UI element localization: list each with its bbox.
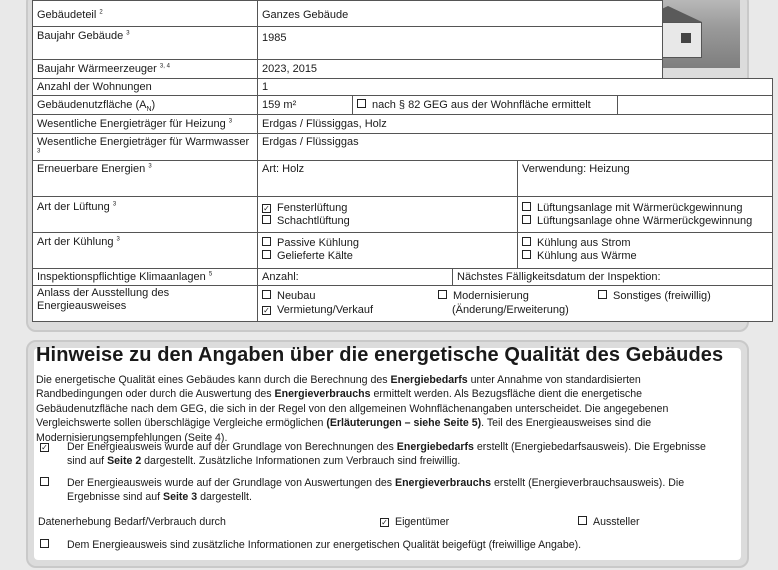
- row-lueftung: [33, 197, 773, 233]
- option-nutzflaeche[interactable]: nach § 82 GEG aus der Wohnfläche ermittelt: [353, 96, 618, 115]
- label-energietraeger-heizung: Wesentliche Energieträger für Heizung $^3$: [33, 115, 258, 134]
- value-anzahl-wohnungen: 1: [258, 79, 773, 96]
- checkbox-empty-icon[interactable]: [578, 516, 587, 525]
- row-energietraeger-heizung: [33, 115, 773, 134]
- option-lueftungsanlage-mit[interactable]: Lüftungsanlage mit Wärmerückgewinnung: [522, 202, 768, 215]
- label-kuehlung: Art der Kühlung $^3$: [33, 233, 258, 269]
- option-kuehlung-waerme[interactable]: Kühlung aus Wärme: [522, 250, 768, 263]
- option-sonstiges[interactable]: Sonstiges (freiwillig): [598, 290, 711, 303]
- checkbox-zusatz[interactable]: [40, 538, 55, 552]
- checkbox-empty-icon[interactable]: [522, 215, 531, 224]
- row-anlass: [33, 286, 773, 322]
- option-vermietung[interactable]: ✓ Vermietung/Verkauf: [263, 304, 374, 316]
- checkbox-empty-icon[interactable]: [522, 237, 531, 246]
- label-klimaanlagen: Inspektionspflichtige Klimaanlagen $^5$: [33, 269, 258, 286]
- option-fensterlueftung[interactable]: ✓ Fensterlüftung: [263, 202, 348, 214]
- checkbox-bedarf[interactable]: [40, 440, 55, 454]
- value-klimaanlagen-anzahl: Anzahl:: [258, 269, 453, 286]
- hinweise-paragraph: Die energetische Qualität eines Gebäudes kann durch die Berechnung des Energiebedarfs unter Annahme von standardisierten Randbedingungen oder durch die Auswertung des Energieverbrauchs ermittelt werden. Als Bezugsfläche dient die energetische Gebäudenutzfläche nach dem GEG, die sich in der Regel von den allgemeinen Wohnflächenangaben unterscheidet. Die angegebenen Vergleichswerte sollen überschlägige Vergleiche ermöglichen (Erläuterungen – siehe Seite 5). Teil des Energieausweises sind die Modernisierungsempfehlungen (Seite 4).: [36, 374, 669, 444]
- row-baujahr-gebaeude: [33, 27, 773, 60]
- label-anlass: Anlass der Ausstellung des Energieausweises: [33, 286, 258, 322]
- checkbox-empty-icon[interactable]: [40, 477, 49, 486]
- checkbox-empty-icon[interactable]: [438, 290, 447, 299]
- row-gebaeudeteil: [33, 1, 773, 27]
- option-kuehlung-strom[interactable]: Kühlung aus Strom: [522, 237, 768, 250]
- checkbox-empty-icon[interactable]: [40, 539, 49, 548]
- checkbox-checked-icon[interactable]: ✓: [381, 518, 388, 527]
- option-eigentuemer[interactable]: ✓ Eigentümer: [381, 516, 450, 528]
- checkbox-verbrauch[interactable]: [40, 476, 55, 490]
- option-verbrauchsausweis: Der Energieausweis wurde auf der Grundlage von Auswertungen des Energieverbrauchs erstellt (Energieverbrauchsausweis). Die Ergebnisse sind auf Seite 3 dargestellt.: [67, 477, 685, 504]
- checkbox-checked-icon[interactable]: ✓: [263, 306, 270, 315]
- checkbox-checked-icon[interactable]: ✓: [263, 204, 270, 213]
- value-gebaeudeteil: Ganzes Gebäude: [258, 1, 663, 27]
- option-neubau[interactable]: Neubau: [262, 290, 316, 303]
- option-aussteller[interactable]: Aussteller: [578, 515, 640, 529]
- row-erneuerbare: [33, 161, 773, 197]
- checkbox-empty-icon[interactable]: [262, 215, 271, 224]
- checkbox-empty-icon[interactable]: [522, 202, 531, 211]
- label-baujahr-gebaeude: Baujahr Gebäude $^3$: [33, 27, 258, 60]
- value-erneuerbare-art: Art: Holz: [258, 161, 518, 197]
- row-anzahl-wohnungen: [33, 79, 773, 96]
- option-modernisierung[interactable]: Modernisierung: [438, 290, 529, 303]
- value-baujahr-gebaeude: 1985: [258, 27, 663, 60]
- value-klimaanlagen-faellig: Nächstes Fälligkeitsdatum der Inspektion:: [453, 269, 773, 286]
- row-klimaanlagen: [33, 269, 773, 286]
- option-zusatzinfo: Dem Energieausweis sind zusätzliche Informationen zur energetischen Qualität beigefügt (freiwillige Angabe).: [67, 539, 582, 551]
- checkbox-nutzflaeche[interactable]: [357, 99, 366, 108]
- option-schachtlueftung[interactable]: Schachtlüftung: [262, 215, 513, 228]
- row-kuehlung: [33, 233, 773, 269]
- checkbox-empty-icon[interactable]: [262, 250, 271, 259]
- value-baujahr-waermeerzeuger: 2023, 2015: [258, 60, 663, 79]
- hinweise-title: Hinweise zu den Angaben über die energetische Qualität des Gebäudes: [36, 344, 724, 366]
- checkbox-empty-icon[interactable]: [262, 237, 271, 246]
- row-baujahr-waermeerzeuger: [33, 60, 773, 79]
- checkbox-empty-icon[interactable]: [262, 290, 271, 299]
- datenerhebung-label: Datenerhebung Bedarf/Verbrauch durch: [38, 516, 226, 528]
- label-energietraeger-warmwasser: Wesentliche Energieträger für Warmwasser $^3$: [33, 134, 258, 161]
- option-gelieferte-kaelte[interactable]: Gelieferte Kälte: [262, 250, 513, 263]
- option-passive-kuehlung[interactable]: Passive Kühlung: [262, 237, 513, 250]
- checkbox-empty-icon[interactable]: [598, 290, 607, 299]
- value-nutzflaeche: 159 m²: [258, 96, 353, 115]
- checkbox-empty-icon[interactable]: [522, 250, 531, 259]
- label-gebaeudeteil: Gebäudeteil $^2$: [33, 1, 258, 27]
- label-anzahl-wohnungen: Anzahl der Wohnungen: [33, 79, 258, 96]
- row-nutzflaeche: [33, 96, 773, 115]
- label-lueftung: Art der Lüftung $^3$: [33, 197, 258, 233]
- option-bedarfsausweis: Der Energieausweis wurde auf der Grundlage von Berechnungen des Energiebedarfs erstellt (Energiebedarfsausweis). Die Ergebnisse sind auf Seite 2 dargestellt. Zusätzliche Informationen zum Verbrauch sind freiwillig.: [67, 441, 706, 468]
- value-energietraeger-heizung: Erdgas / Flüssiggas, Holz: [258, 115, 773, 134]
- row-energietraeger-warmwasser: [33, 134, 773, 161]
- value-erneuerbare-verwendung: Verwendung: Heizung: [518, 161, 773, 197]
- gebaeude-table: [32, 0, 773, 322]
- checkbox-checked-icon[interactable]: ✓: [41, 443, 48, 452]
- value-energietraeger-warmwasser: Erdgas / Flüssiggas: [258, 134, 773, 161]
- label-erneuerbare: Erneuerbare Energien $^3$: [33, 161, 258, 197]
- label-nutzflaeche: Gebäudenutzfläche $(A_N)$: [33, 96, 258, 115]
- label-baujahr-waermeerzeuger: Baujahr Wärmeerzeuger $^{3, 4}$: [33, 60, 258, 79]
- modernisierung-detail: (Änderung/Erweiterung): [452, 304, 569, 316]
- option-lueftungsanlage-ohne[interactable]: Lüftungsanlage ohne Wärmerückgewinnung: [522, 215, 768, 228]
